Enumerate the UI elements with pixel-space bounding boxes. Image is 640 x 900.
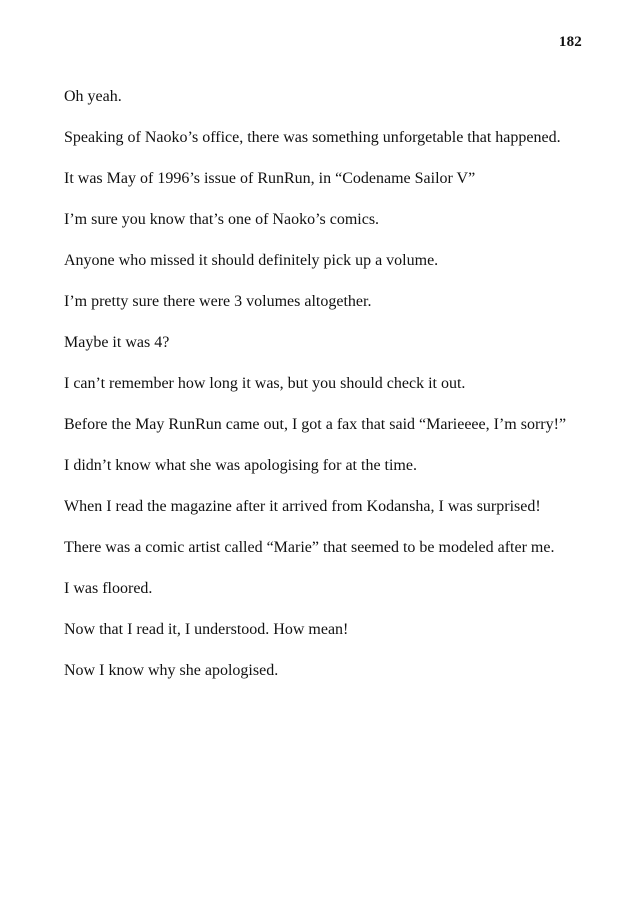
paragraph: Speaking of Naoko’s office, there was something unforgetable that happened. <box>64 129 561 146</box>
paragraph: I’m pretty sure there were 3 volumes altogether. <box>64 293 372 310</box>
paragraph: Now I know why she apologised. <box>64 662 279 679</box>
body-text <box>64 86 584 701</box>
paragraph: I can’t remember how long it was, but you should check it out. <box>64 375 466 392</box>
paragraph: Before the May RunRun came out, I got a fax that said “Marieeee, I’m sorry!” <box>64 416 567 433</box>
paragraph: When I read the magazine after it arrived from Kodansha, I was surprised! <box>64 498 541 515</box>
paragraph: I was floored. <box>64 580 153 597</box>
paragraph: Maybe it was 4? <box>64 334 170 351</box>
paragraph: Now that I read it, I understood. How mean! <box>64 621 349 638</box>
paragraph: Anyone who missed it should definitely pick up a volume. <box>64 252 439 269</box>
paragraph: There was a comic artist called “Marie” that seemed to be modeled after me. <box>64 539 555 556</box>
paragraph: It was May of 1996’s issue of RunRun, in “Codename Sailor V” <box>64 170 476 187</box>
paragraph: I’m sure you know that’s one of Naoko’s comics. <box>64 211 380 228</box>
paragraph: I didn’t know what she was apologising for at the time. <box>64 457 417 474</box>
paragraph: Oh yeah. <box>64 88 122 105</box>
page-number: 182 <box>558 34 582 50</box>
